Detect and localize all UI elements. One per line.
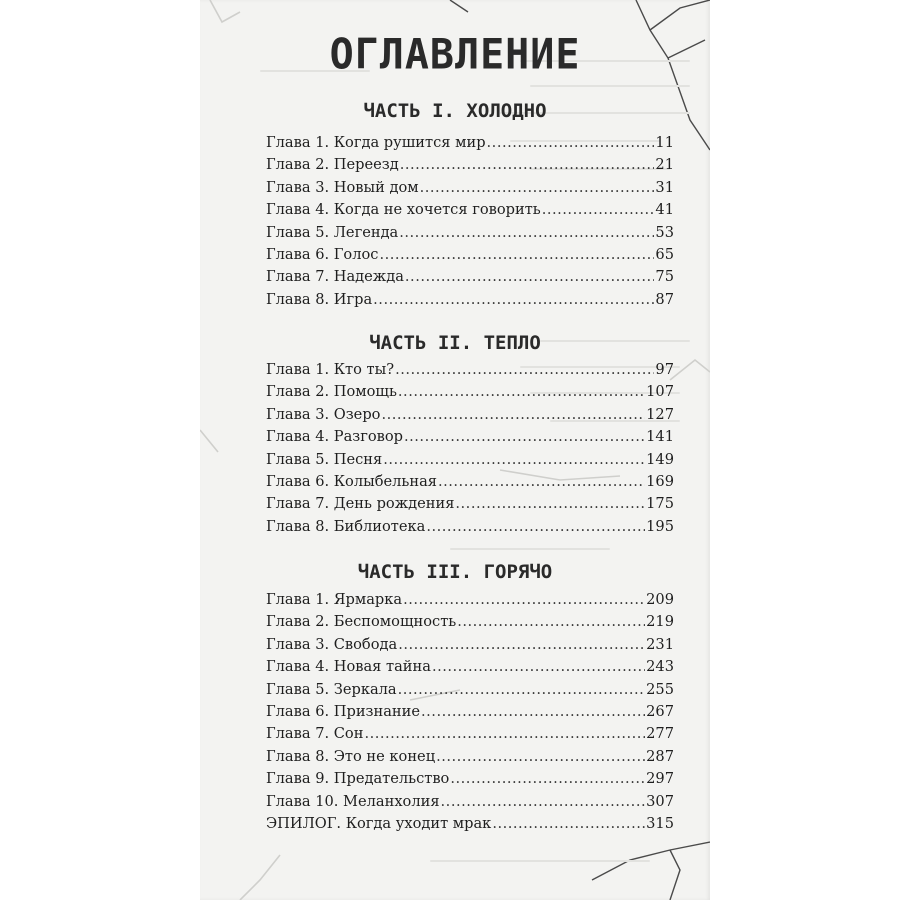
toc-entry[interactable] [266, 449, 674, 471]
page-number: 141 [646, 428, 674, 446]
dot-leader [395, 359, 654, 381]
chapter-title: Глава 6. Голос [266, 245, 379, 263]
chapter-title: Глава 4. Новая тайна [266, 658, 431, 676]
toc-entry[interactable] [266, 426, 674, 448]
chapter-title: Глава 10. Меланхолия [266, 792, 440, 810]
page-number: 209 [646, 591, 674, 608]
dot-leader [400, 154, 655, 176]
page-number: 307 [646, 792, 674, 810]
chapter-title: Глава 7. День рождения [266, 495, 455, 513]
toc-entry[interactable] [266, 132, 674, 154]
page-number: 53 [655, 223, 674, 241]
chapter-title: Глава 6. Признание [266, 702, 421, 720]
dot-leader [404, 426, 645, 448]
dot-leader [364, 723, 645, 745]
page-number: 149 [646, 450, 674, 468]
chapter-title: ЭПИЛОГ. Когда уходит мрак [266, 814, 492, 832]
toc-section-part-2 [266, 359, 674, 538]
toc-entry[interactable] [266, 199, 674, 221]
chapter-title: Глава 5. Легенда [266, 223, 399, 241]
toc-entry[interactable] [266, 177, 674, 199]
chapter-title: Глава 1. Ярмарка [266, 591, 403, 608]
dot-leader [436, 746, 645, 768]
dot-leader [421, 701, 645, 723]
dot-leader [420, 177, 655, 199]
chapter-title: Глава 3. Новый дом [266, 178, 419, 196]
toc-entry[interactable] [266, 516, 674, 538]
chapter-title: Глава 3. Свобода [266, 635, 398, 653]
page-number: 41 [655, 201, 674, 219]
toc-entry[interactable] [266, 746, 674, 768]
toc-entry[interactable] [266, 404, 674, 426]
toc-entry[interactable] [266, 289, 674, 311]
page-number: 255 [646, 680, 674, 698]
toc-entry[interactable] [266, 244, 674, 266]
dot-leader [403, 589, 645, 611]
toc-entry[interactable] [266, 679, 674, 701]
dot-leader [457, 611, 645, 633]
toc-entry[interactable] [266, 656, 674, 678]
chapter-title: Глава 8. Это не конец [266, 747, 436, 765]
dot-leader [455, 493, 645, 515]
page-number: 287 [646, 747, 674, 765]
page-number: 231 [646, 635, 674, 653]
dot-leader [438, 471, 645, 493]
toc-entry[interactable] [266, 813, 674, 835]
page-number: 107 [646, 383, 674, 401]
toc-entry[interactable] [266, 791, 674, 813]
chapter-title: Глава 4. Когда не хочется говорить [266, 201, 541, 219]
part-heading: ЧАСТЬ II. ТЕПЛО [369, 332, 541, 354]
dot-leader [379, 244, 654, 266]
chapter-title: Глава 1. Когда рушится мир [266, 134, 486, 151]
page-number: 267 [646, 702, 674, 720]
dot-leader [383, 449, 645, 471]
page-number: 297 [646, 770, 674, 788]
chapter-title: Глава 1. Кто ты? [266, 361, 395, 378]
page-number: 315 [646, 814, 674, 832]
toc-entry[interactable] [266, 359, 674, 381]
toc-section-part-1 [266, 132, 674, 311]
chapter-title: Глава 7. Сон [266, 725, 364, 743]
dot-leader [399, 222, 654, 244]
chapter-title: Глава 7. Надежда [266, 268, 404, 286]
toc-entry[interactable] [266, 154, 674, 176]
page-number: 219 [646, 613, 674, 631]
page-number: 65 [655, 245, 674, 263]
chapter-title: Глава 2. Помощь [266, 383, 397, 401]
toc-title: ОГЛАВЛЕНИЕ [329, 30, 581, 80]
chapter-title: Глава 8. Игра [266, 290, 373, 308]
chapter-title: Глава 2. Переезд [266, 156, 399, 174]
toc-entry[interactable] [266, 493, 674, 515]
part-heading: ЧАСТЬ I. ХОЛОДНО [363, 100, 547, 122]
page-number: 169 [646, 472, 674, 490]
toc-entry[interactable] [266, 701, 674, 723]
dot-leader [398, 679, 646, 701]
dot-leader [487, 132, 655, 154]
page-number: 243 [646, 658, 674, 676]
page-number: 21 [655, 156, 674, 174]
chapter-title: Глава 4. Разговор [266, 428, 404, 446]
page-number: 75 [655, 268, 674, 286]
chapter-title: Глава 5. Зеркала [266, 680, 397, 698]
part-heading: ЧАСТЬ III. ГОРЯЧО [357, 561, 553, 583]
dot-leader [492, 813, 645, 835]
chapter-title: Глава 8. Библиотека [266, 517, 426, 535]
book-page [200, 0, 710, 900]
chapter-title: Глава 2. Беспомощность [266, 613, 457, 631]
page-number: 31 [655, 178, 674, 196]
dot-leader [398, 381, 645, 403]
page-number: 87 [655, 290, 674, 308]
dot-leader [398, 634, 645, 656]
toc-entry[interactable] [266, 634, 674, 656]
page-number: 277 [646, 725, 674, 743]
toc-entry[interactable] [266, 471, 674, 493]
dot-leader [426, 516, 645, 538]
toc-section-part-3 [266, 589, 674, 835]
page-number: 11 [655, 134, 674, 151]
dot-leader [542, 199, 655, 221]
page-number: 127 [646, 405, 674, 423]
chapter-title: Глава 3. Озеро [266, 405, 381, 423]
chapter-title: Глава 5. Песня [266, 450, 383, 468]
toc-entry[interactable] [266, 768, 674, 790]
dot-leader [432, 656, 645, 678]
page-number: 97 [655, 361, 674, 378]
page-number: 195 [646, 517, 674, 535]
toc-entry[interactable] [266, 266, 674, 288]
chapter-title: Глава 6. Колыбельная [266, 472, 437, 490]
dot-leader [405, 266, 655, 288]
toc-entry[interactable] [266, 723, 674, 745]
dot-leader [450, 768, 645, 790]
dot-leader [381, 404, 645, 426]
page-number: 175 [646, 495, 674, 513]
toc-entry[interactable] [266, 222, 674, 244]
toc-entry[interactable] [266, 381, 674, 403]
toc-entry[interactable] [266, 589, 674, 611]
dot-leader [441, 791, 646, 813]
dot-leader [373, 289, 654, 311]
chapter-title: Глава 9. Предательство [266, 770, 450, 788]
toc-entry[interactable] [266, 611, 674, 633]
